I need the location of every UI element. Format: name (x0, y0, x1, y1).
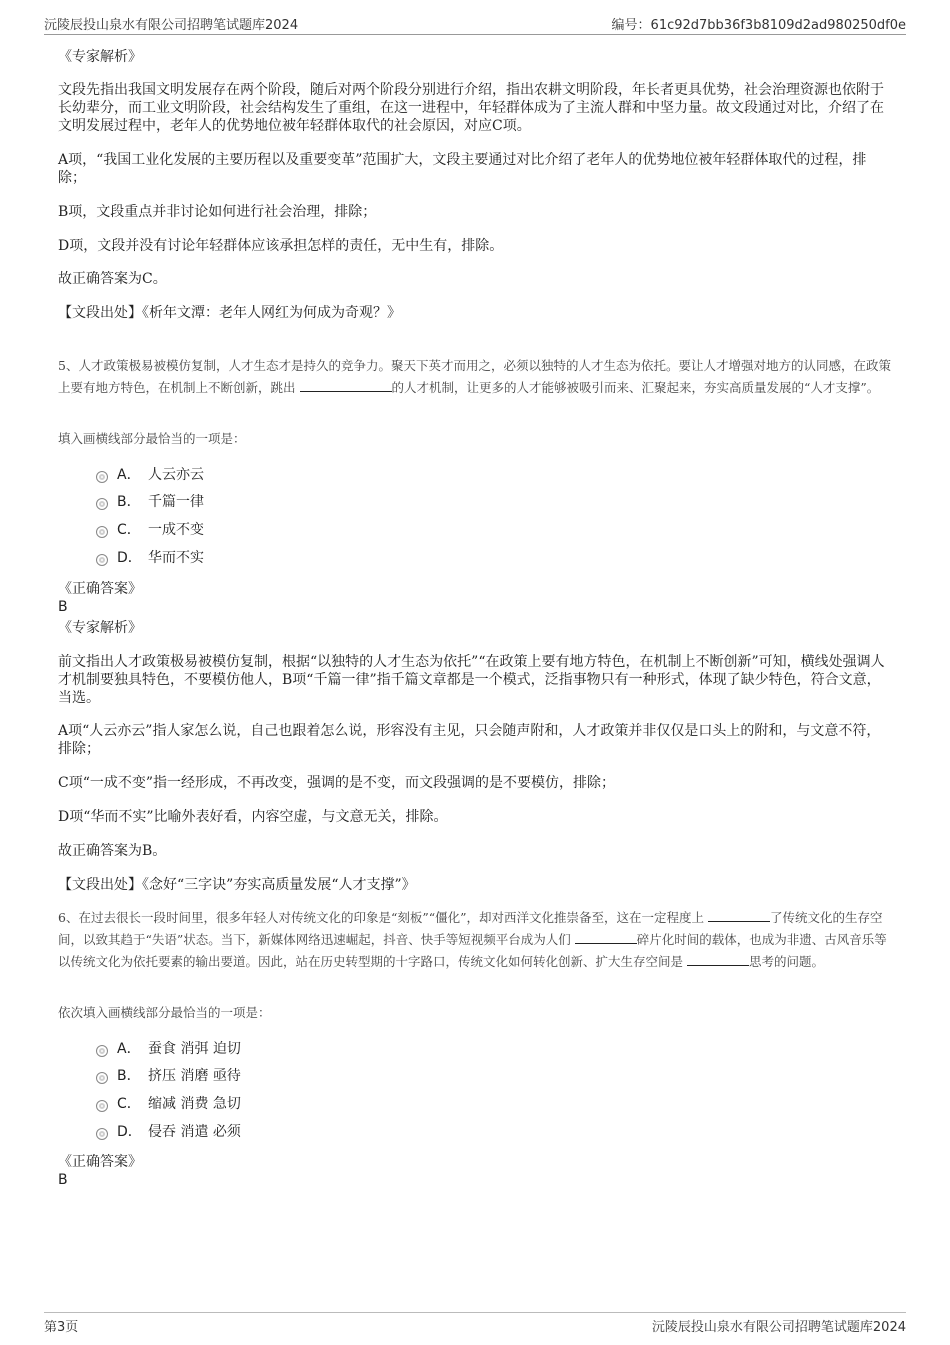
q5-source: 【文段出处】《念好“三字诀”夯实高质量发展“人才支撑”》 (58, 877, 416, 893)
header-serial-number: 编号：61c92d7bb36f3b8109d2ad980250df0e (611, 18, 906, 33)
q5-expert-label: 《专家解析》 (58, 620, 142, 636)
radio-icon[interactable] (96, 471, 108, 483)
option-text: 缩减 消费 急切 (148, 1096, 241, 1112)
q4-conclusion: 故正确答案为C。 (58, 271, 167, 287)
radio-icon[interactable] (96, 498, 108, 510)
option-letter: A． (117, 467, 141, 483)
option-text: 蚕食 消弭 迫切 (148, 1041, 241, 1057)
q6-stem (58, 907, 894, 973)
page-footer (44, 1312, 906, 1335)
footer-title: 沅陵辰投山泉水有限公司招聘笔试题库2024 (651, 1320, 906, 1335)
q5-blank (300, 379, 392, 392)
option-letter: B． (117, 1068, 141, 1084)
header-title: 沅陵辰投山泉水有限公司招聘笔试题库2024 (44, 18, 299, 33)
option-letter: D． (117, 550, 142, 566)
option-text: 挤压 消磨 亟待 (148, 1068, 241, 1084)
q6-blank-3 (687, 953, 749, 966)
q4-source: 【文段出处】《析年文潭：老年人网红为何成为奇观？》 (58, 305, 401, 321)
page-header (44, 14, 906, 35)
radio-icon[interactable] (96, 1045, 108, 1057)
q5-stem-before: 5、人才政策极易被模仿复制，人才生态才是持久的竞争力。聚天下英才而用之，必须以独特的人才生态为依托。要让人才增强对地方的认同感，在政策上要有地方特色，在机制上不断创新，跳出 (58, 358, 891, 395)
q6-blank-2 (575, 931, 637, 944)
q5-conclusion: 故正确答案为B。 (58, 843, 167, 859)
radio-icon[interactable] (96, 1072, 108, 1084)
q4-item-a: A项，“我国工业化发展的主要历程以及重要变革”范围扩大，文段主要通过对比介绍了老年人的优势地位被年轻群体取代的过程，排除； (58, 152, 867, 186)
q5-item-a: A项“人云亦云”指人家怎么说，自己也跟着怎么说，形容没有主见，只会随声附和，人才政策并非仅仅是口头上的附和，与文意不符，排除； (58, 723, 881, 757)
q5-instruction: 填入画横线部分最恰当的一项是： (58, 431, 246, 446)
q4-item-d: D项，文段并没有讨论年轻群体应该承担怎样的责任，无中生有，排除。 (58, 238, 504, 254)
q6-blank-1 (708, 909, 770, 922)
q4-expert-label: 《专家解析》 (58, 49, 142, 65)
q4-analysis: 文段先指出我国文明发展存在两个阶段，随后对两个阶段分别进行介绍，指出农耕文明阶段，年长者更具优势，社会治理资源也依附于长幼辈分，而工业文明阶段，社会结构发生了重组，在这一进程中，年轻群体成为了主流人群和中坚力量。故文段通过对比，介绍了在文明发展过程中，老年人的优势地位被年轻群体取代的社会原因，对应C项。 (58, 82, 884, 134)
q6-instruction: 依次填入画横线部分最恰当的一项是： (58, 1005, 271, 1020)
page-number: 第3页 (44, 1320, 79, 1335)
q5-item-d: D项“华而不实”比喻外表好看，内容空虚，与文意无关，排除。 (58, 809, 448, 825)
option-letter: B． (117, 494, 141, 510)
option-letter: A． (117, 1041, 141, 1057)
option-letter: D． (117, 1124, 142, 1140)
q6-answer-label: 《正确答案》 (58, 1154, 142, 1170)
option-text: 人云亦云 (148, 467, 204, 483)
q5-stem (58, 355, 894, 399)
radio-icon[interactable] (96, 1128, 108, 1140)
option-text: 一成不变 (148, 522, 204, 538)
radio-icon[interactable] (96, 526, 108, 538)
q4-item-b: B项，文段重点并非讨论如何进行社会治理，排除； (58, 204, 377, 220)
option-letter: C． (117, 522, 141, 538)
q6-stem-part-1: 6、在过去很长一段时间里，很多年轻人对传统文化的印象是“刻板”“僵化”，却对西洋文化推崇备至，这在一定程度上 (58, 910, 705, 925)
q6-stem-part-2: 了传统文化的生存空间，以致其趋于“失语”状态。当下，新媒体网络迅速崛起，抖音、快手等短视频平台成为人们 (58, 910, 883, 947)
option-text: 华而不实 (148, 550, 204, 566)
option-text: 千篇一律 (148, 494, 204, 510)
q6-stem-part-3: 碎片化时间的载体，也成为非遗、古风音乐等以传统文化为依托要素的输出要道。因此，站在历史转型期的十字路口，传统文化如何转化创新、扩大生存空间是 (58, 932, 887, 969)
q5-stem-after: 的人才机制，让更多的人才能够被吸引而来、汇聚起来，夯实高质量发展的“人才支撑”。 (391, 380, 880, 395)
radio-icon[interactable] (96, 554, 108, 566)
q5-answer: B (58, 599, 68, 615)
q5-analysis: 前文指出人才政策极易被模仿复制，根据“以独特的人才生态为依托”“在政策上要有地方特色，在机制上不断创新”可知，横线处强调人才机制要独具特色，不要模仿他人，B项“千篇一律”指千篇文章都是一个模式，泛指事物只有一种形式，体现了缺少特色，符合文意，当选。 (58, 654, 885, 706)
radio-icon[interactable] (96, 1100, 108, 1112)
q5-item-c: C项“一成不变”指一经形成，不再改变，强调的是不变，而文段强调的是不要模仿，排除； (58, 775, 616, 791)
q6-answer: B (58, 1172, 68, 1188)
q6-stem-part-4: 思考的问题。 (749, 954, 825, 969)
option-text: 侵吞 消遣 必须 (148, 1124, 241, 1140)
option-letter: C． (117, 1096, 141, 1112)
q5-answer-label: 《正确答案》 (58, 581, 142, 597)
